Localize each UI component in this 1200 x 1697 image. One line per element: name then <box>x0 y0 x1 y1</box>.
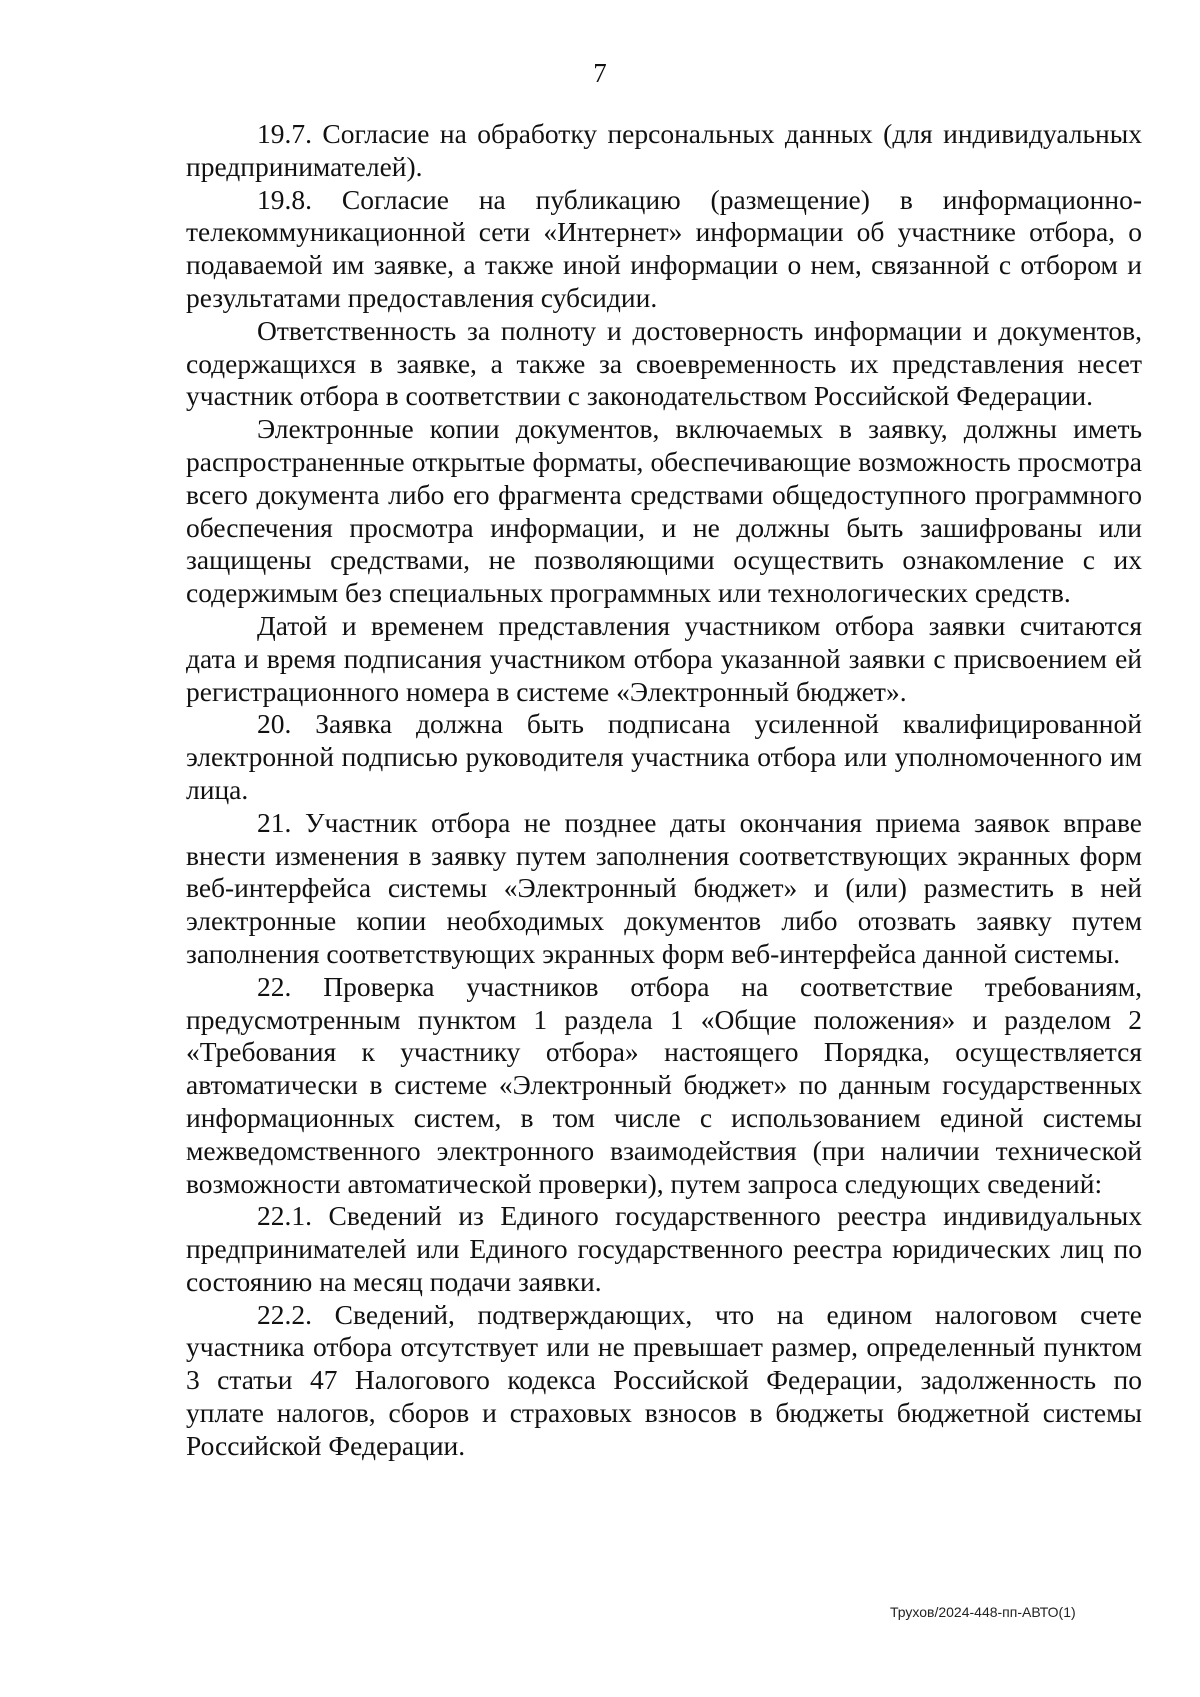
footer-document-id: Трухов/2024-448-пп-АВТО(1) <box>890 1604 1076 1620</box>
paragraph-electronic-copies: Электронные копии документов, включаемых в заявку, должны иметь распространенные открытые форматы, обеспечивающие возможность просмотра всего документа либо его фрагмента средствами общедоступного программного обеспечения просмотра информации, и не должны быть зашифрованы или защищены средствами, не позволяющими осуществить ознакомление с их содержимым без специальных программных или технологических средств. <box>186 413 1142 609</box>
paragraph-22: 22. Проверка участников отбора на соответствие требованиям, предусмотренным пунктом 1 раздела 1 «Общие положения» и разделом 2 «Требования к участнику отбора» настоящего Порядка, осуществляется автоматически в системе «Электронный бюджет» по данным государственных информационных систем, в том числе с использованием единой системы межведомственного электронного взаимодействия (при наличии технической возможности автоматической проверки), путем запроса следующих сведений: <box>186 970 1142 1199</box>
paragraph-21: 21. Участник отбора не позднее даты окончания приема заявок вправе внести изменения в заявку путем заполнения соответствующих экранных форм веб-интерфейса системы «Электронный бюджет» и (или) разместить в ней электронные копии необходимых документов либо отозвать заявку путем заполнения соответствующих экранных форм веб-интерфейса данной системы. <box>186 806 1142 969</box>
paragraph-19-8: 19.8. Согласие на публикацию (размещение) в информационно-телекоммуникационной сети «Интернет» информации об участнике отбора, о подаваемой им заявке, а также иной информации о нем, связанной с отбором и результатами предоставления субсидии. <box>186 183 1142 313</box>
page-number: 7 <box>593 58 607 88</box>
paragraph-responsibility: Ответственность за полноту и достоверность информации и документов, содержащихся в заявке, а также за своевременность их представления несет участник отбора в соответствии с законодательством Российской Федерации. <box>186 314 1142 412</box>
document-body <box>186 118 1142 1463</box>
paragraph-20: 20. Заявка должна быть подписана усиленной квалифицированной электронной подписью руководителя участника отбора или уполномоченного им лица. <box>186 708 1142 805</box>
paragraph-19-7: 19.7. Согласие на обработку персональных данных (для индивидуальных предпринимателей). <box>186 118 1142 182</box>
paragraph-submission-date: Датой и временем представления участником отбора заявки считаются дата и время подписания участником отбора указанной заявки с присвоением ей регистрационного номера в системе «Электронный бюджет». <box>186 609 1142 707</box>
paragraph-22-1: 22.1. Сведений из Единого государственного реестра индивидуальных предпринимателей или Единого государственного реестра юридических лиц по состоянию на месяц подачи заявки. <box>186 1200 1142 1297</box>
paragraph-22-2: 22.2. Сведений, подтверждающих, что на едином налоговом счете участника отбора отсутствует или не превышает размер, определенный пунктом 3 статьи 47 Налогового кодекса Российской Федерации, задолженность по уплате налогов, сборов и страховых взносов в бюджеты бюджетной системы Российской Федерации. <box>186 1298 1142 1461</box>
